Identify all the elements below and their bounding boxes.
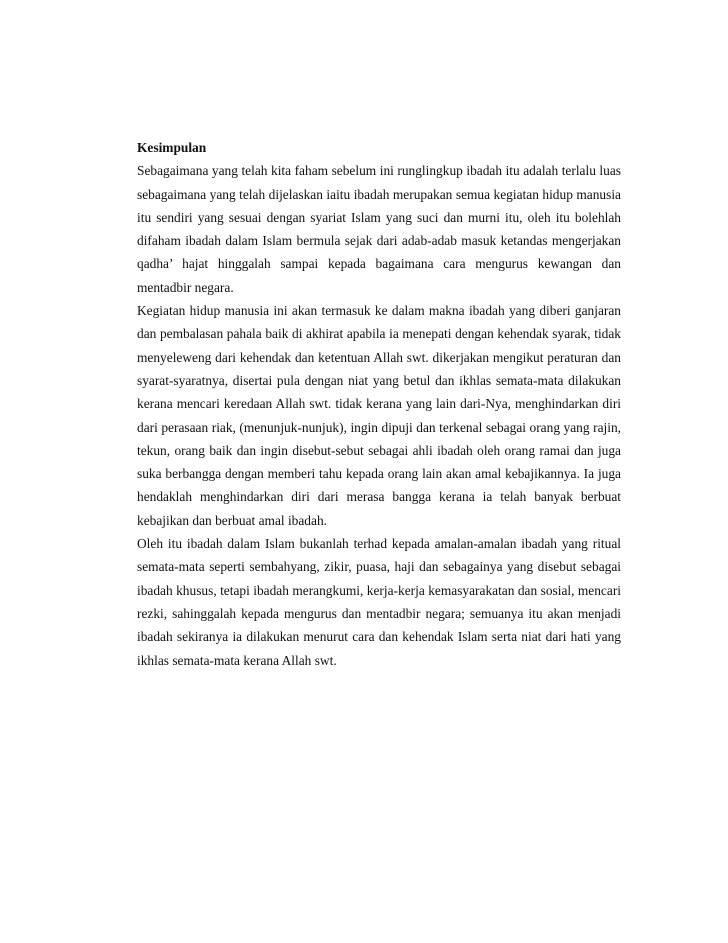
paragraph-2: Kegiatan hidup manusia ini akan termasuk ke dalam makna ibadah yang diberi ganjaran dan pembalasan pahala baik di akhirat apabila ia menepati dengan kehendak syarak, tidak menyeleweng dari kehendak dan ketentuan Allah swt. dikerjakan mengikut peraturan dan syarat-syaratnya, disertai pula dengan niat yang betul dan ikhlas semata-mata dilakukan kerana mencari keredaan Allah swt. tidak kerana yang lain dari-Nya, menghindarkan diri dari perasaan riak, (menunjuk-nunjuk), ingin dipuji dan terkenal sebagai orang yang rajin, tekun, orang baik dan ingin disebut-sebut sebagai ahli ibadah oleh orang ramai dan juga suka berbangga dengan memberi tahu kepada orang lain akan amal kebajikannya. Ia juga hendaklah menghindarkan diri dari merasa bangga kerana ia telah banyak berbuat kebajikan dan berbuat amal ibadah.: [137, 303, 621, 528]
document-body: [137, 136, 621, 672]
section-heading: Kesimpulan: [137, 140, 207, 155]
paragraph-3: Oleh itu ibadah dalam Islam bukanlah terhad kepada amalan-amalan ibadah yang ritual semata-mata seperti sembahyang, zikir, puasa, haji dan sebagainya yang disebut sebagai ibadah khusus, tetapi ibadah merangkumi, kerja-kerja kemasyarakatan dan sosial, mencari rezki, sahinggalah kepada mengurus dan mentadbir negara; semuanya itu akan menjadi ibadah sekiranya ia dilakukan menurut cara dan kehendak Islam serta niat dari hati yang ikhlas semata-mata kerana Allah swt.: [137, 536, 621, 668]
paragraph-1: Sebagaimana yang telah kita faham sebelum ini runglingkup ibadah itu adalah terlalu luas sebagaimana yang telah dijelaskan iaitu ibadah merupakan semua kegiatan hidup manusia itu sendiri yang sesuai dengan syariat Islam yang suci dan murni itu, oleh itu bolehlah difaham ibadah dalam Islam bermula sejak dari adab-adab masuk ketandas mengerjakan qadha’ hajat hinggalah sampai kepada bagaimana cara mengurus kewangan dan mentadbir negara.: [137, 163, 621, 295]
